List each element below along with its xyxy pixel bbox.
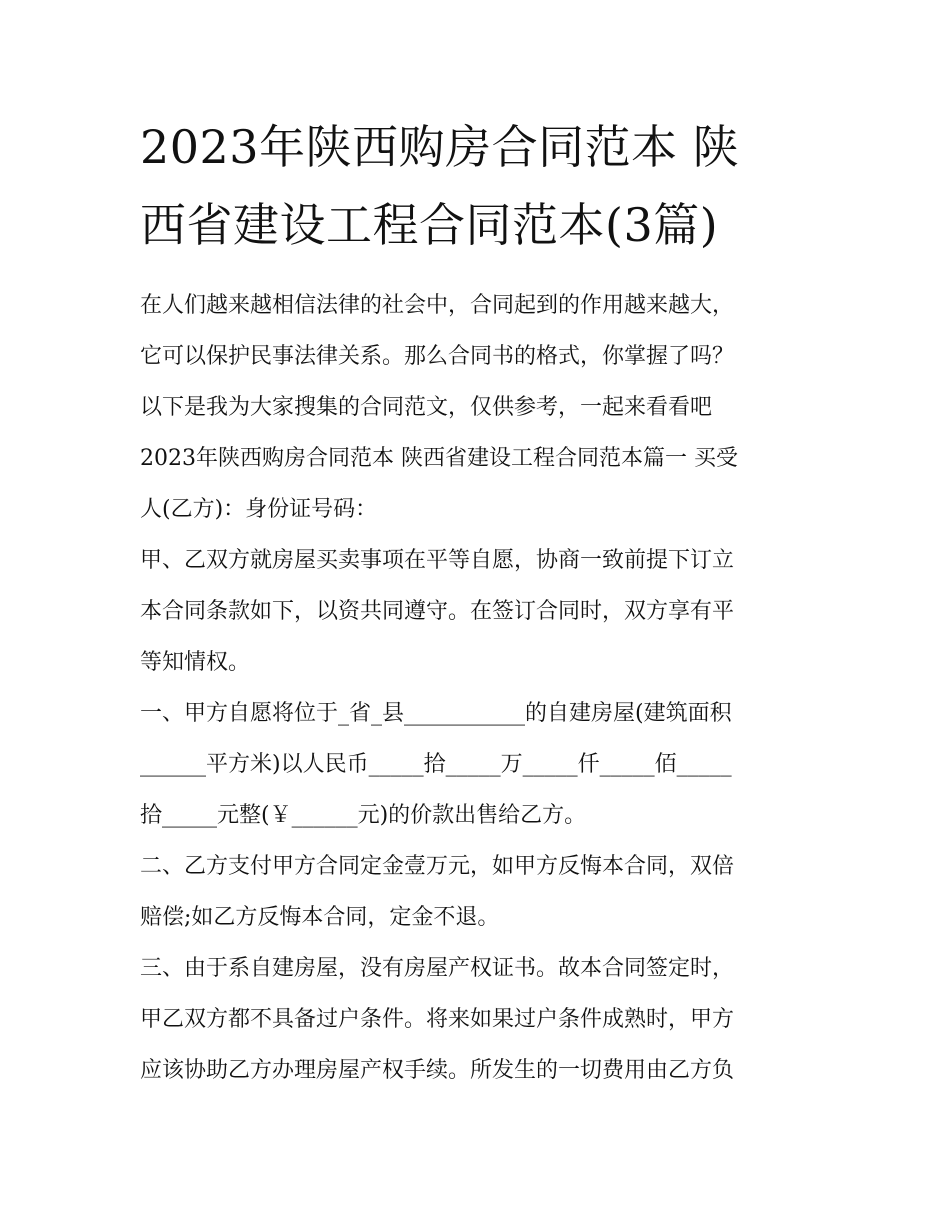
body-line: 拾_____元整(￥______元)的价款出售给乙方。 xyxy=(140,803,587,828)
body-line: 2023年陕西购房合同范本 陕西省建设工程合同范本篇一 买受 xyxy=(140,446,738,471)
body-line: 它可以保护民事法律关系。那么合同书的格式，你掌握了吗？ xyxy=(140,344,735,369)
body-line: 甲、乙双方就房屋买卖事项在平等自愿，协商一致前提下订立 xyxy=(140,548,735,573)
body-line: 应该协助乙方办理房屋产权手续。所发生的一切费用由乙方负 xyxy=(140,1058,735,1083)
body-line: 人(乙方)：身份证号码： xyxy=(140,497,378,522)
body-line: 等知情权。 xyxy=(140,650,251,675)
body-line: 一、甲方自愿将位于_省_县___________的自建房屋(建筑面积 xyxy=(140,701,732,726)
document-body xyxy=(140,280,820,1096)
title-line-1: 2023年陕西购房合同范本 陕 xyxy=(140,120,740,174)
body-line: 三、由于系自建房屋，没有房屋产权证书。故本合同签定时， xyxy=(140,956,735,981)
body-line: 在人们越来越相信法律的社会中，合同起到的作用越来越大， xyxy=(140,293,735,318)
document-title xyxy=(140,108,820,264)
body-line: ______平方米)以人民币_____拾_____万_____仟_____佰_____ xyxy=(140,752,732,777)
title-line-2: 西省建设工程合同范本(3篇) xyxy=(140,198,719,252)
body-line: 赔偿;如乙方反悔本合同，定金不退。 xyxy=(140,905,500,930)
body-line: 甲乙双方都不具备过户条件。将来如果过户条件成熟时，甲方 xyxy=(140,1007,735,1032)
body-line: 以下是我为大家搜集的合同范文，仅供参考，一起来看看吧 xyxy=(140,395,713,420)
body-line: 本合同条款如下，以资共同遵守。在签订合同时，双方享有平 xyxy=(140,599,735,624)
body-line: 二、乙方支付甲方合同定金壹万元，如甲方反悔本合同，双倍 xyxy=(140,854,735,879)
